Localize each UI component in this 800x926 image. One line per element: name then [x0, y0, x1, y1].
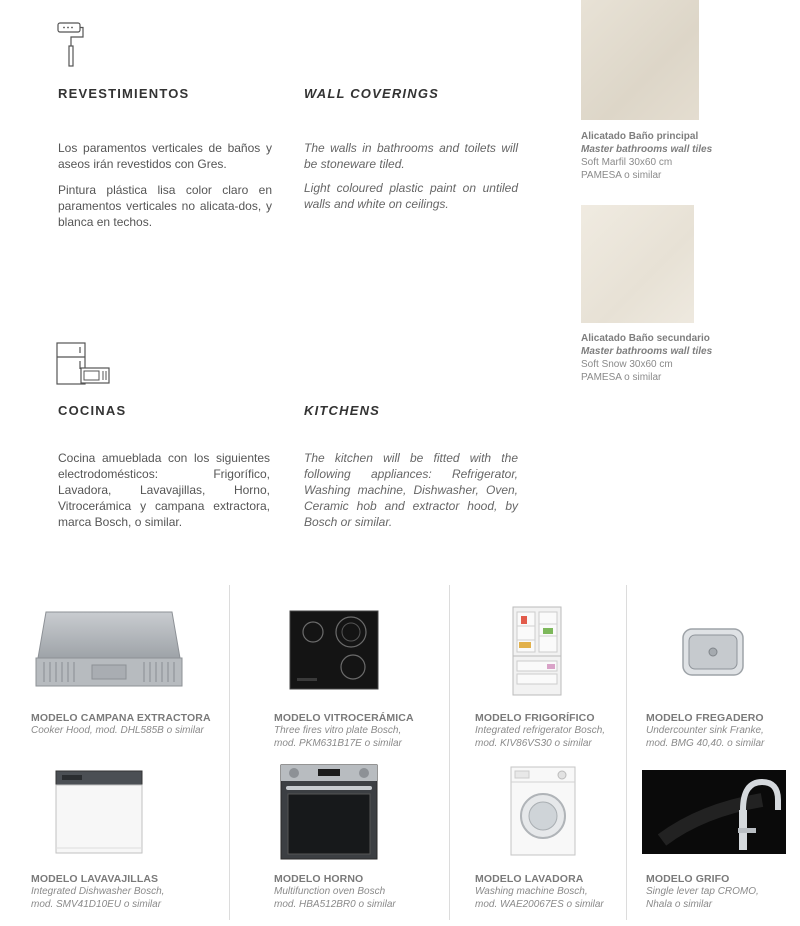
tile-model: Soft Marfil 30x60 cm [581, 157, 673, 168]
product-title: MODELO LAVAVAJILLAS [31, 873, 159, 885]
coatings-para-en-2: Light coloured plastic paint on untiled walls and white on ceilings. [304, 181, 518, 211]
tile-brand: PAMESA o similar [581, 372, 662, 383]
product-oven [274, 873, 396, 911]
product-title: MODELO CAMPANA EXTRACTORA [31, 712, 211, 724]
refrigerator-icon [497, 606, 577, 696]
paint-roller-icon [56, 20, 86, 70]
product-dishwasher [31, 873, 164, 911]
washing-machine-icon [510, 766, 576, 856]
product-line: mod. SMV41D10EU o similar [31, 899, 162, 910]
tile-title: Alicatado Baño principal [581, 131, 699, 142]
product-line: Integrated refrigerator Bosch, [475, 725, 606, 736]
column-divider [229, 585, 230, 920]
kitchens-text-es [58, 450, 270, 540]
coatings-title-es: REVESTIMIENTOS [58, 86, 190, 101]
product-line: mod. WAE20067ES o similar [475, 899, 604, 910]
product-line: mod. HBA512BR0 o similar [274, 899, 396, 910]
kitchens-title-en: KITCHENS [304, 403, 381, 418]
column-divider [449, 585, 450, 920]
product-title: MODELO VITROCERÁMICA [274, 712, 414, 724]
product-hood [31, 712, 211, 737]
kitchens-text-en [304, 450, 518, 538]
product-title: MODELO GRIFO [646, 873, 730, 885]
product-line: Cooker Hood, mod. DHL585B o similar [31, 725, 204, 736]
kitchens-title-es: COCINAS [58, 403, 127, 418]
product-line: Single lever tap CROMO, [646, 886, 759, 897]
product-line: mod. PKM631B17E o similar [274, 738, 402, 749]
tile-model: Soft Snow 30x60 cm [581, 359, 673, 370]
product-sink [646, 712, 764, 750]
sink-icon [682, 628, 744, 676]
product-title: MODELO FRIGORÍFICO [475, 712, 595, 724]
coatings-title-en: WALL COVERINGS [304, 86, 440, 101]
coatings-para-es-1: Los paramentos verticales de baños y aseos irán revestidos con Gres. [58, 141, 272, 171]
product-faucet [646, 873, 759, 911]
product-line: Three fires vitro plate Bosch, [274, 725, 402, 736]
tile-brand: PAMESA o similar [581, 170, 662, 181]
product-line: Nhala o similar [646, 899, 713, 910]
tile-subtitle: Master bathrooms wall tiles [581, 144, 713, 155]
tile-swatch-secundario [581, 205, 694, 323]
coatings-para-en-1: The walls in bathrooms and toilets will be stoneware tiled. [304, 141, 518, 171]
product-hob [274, 712, 414, 750]
product-title: MODELO HORNO [274, 873, 364, 885]
product-washing-machine [475, 873, 604, 911]
tile-title: Alicatado Baño secundario [581, 333, 710, 344]
product-line: Integrated Dishwasher Bosch, [31, 886, 165, 897]
kitchens-para-en: The kitchen will be fitted with the following appliances: Refrigerator, Washing machine, Dishwasher, Oven, Ceramic hob and extractor hood, by Bosch or similar. [304, 451, 518, 529]
coatings-para-es-2: Pintura plástica lisa color claro en paramentos verticales no alicata-dos, y blanca en techos. [58, 183, 272, 229]
product-line: Washing machine Bosch, [475, 886, 588, 897]
kitchens-para-es: Cocina amueblada con los siguientes electrodomésticos: Frigorífico, Lavadora, Lavavajillas, Horno, Vitrocerámica y campana extractora, marca Bosch, o similar. [58, 451, 270, 529]
tile-caption-secundario [581, 332, 781, 384]
oven-icon [280, 764, 378, 860]
dishwasher-icon [54, 770, 144, 854]
product-line: Multifunction oven Bosch [274, 886, 386, 897]
fridge-microwave-icon [56, 342, 112, 386]
cooker-hood-icon [34, 610, 184, 690]
product-title: MODELO LAVADORA [475, 873, 584, 885]
coatings-text-es [58, 140, 272, 240]
product-line: Undercounter sink Franke, [646, 725, 764, 736]
tile-subtitle: Master bathrooms wall tiles [581, 346, 713, 357]
tile-caption-principal [581, 130, 781, 182]
product-line: mod. BMG 40,40. o similar [646, 738, 765, 749]
coatings-text-en [304, 140, 518, 220]
column-divider [626, 585, 627, 920]
product-title: MODELO FREGADERO [646, 712, 764, 724]
ceramic-hob-icon [289, 610, 379, 690]
product-line: mod. KIV86VS30 o similar [475, 738, 592, 749]
product-refrigerator [475, 712, 605, 750]
tile-swatch-principal [581, 0, 699, 120]
faucet-icon [642, 770, 786, 854]
